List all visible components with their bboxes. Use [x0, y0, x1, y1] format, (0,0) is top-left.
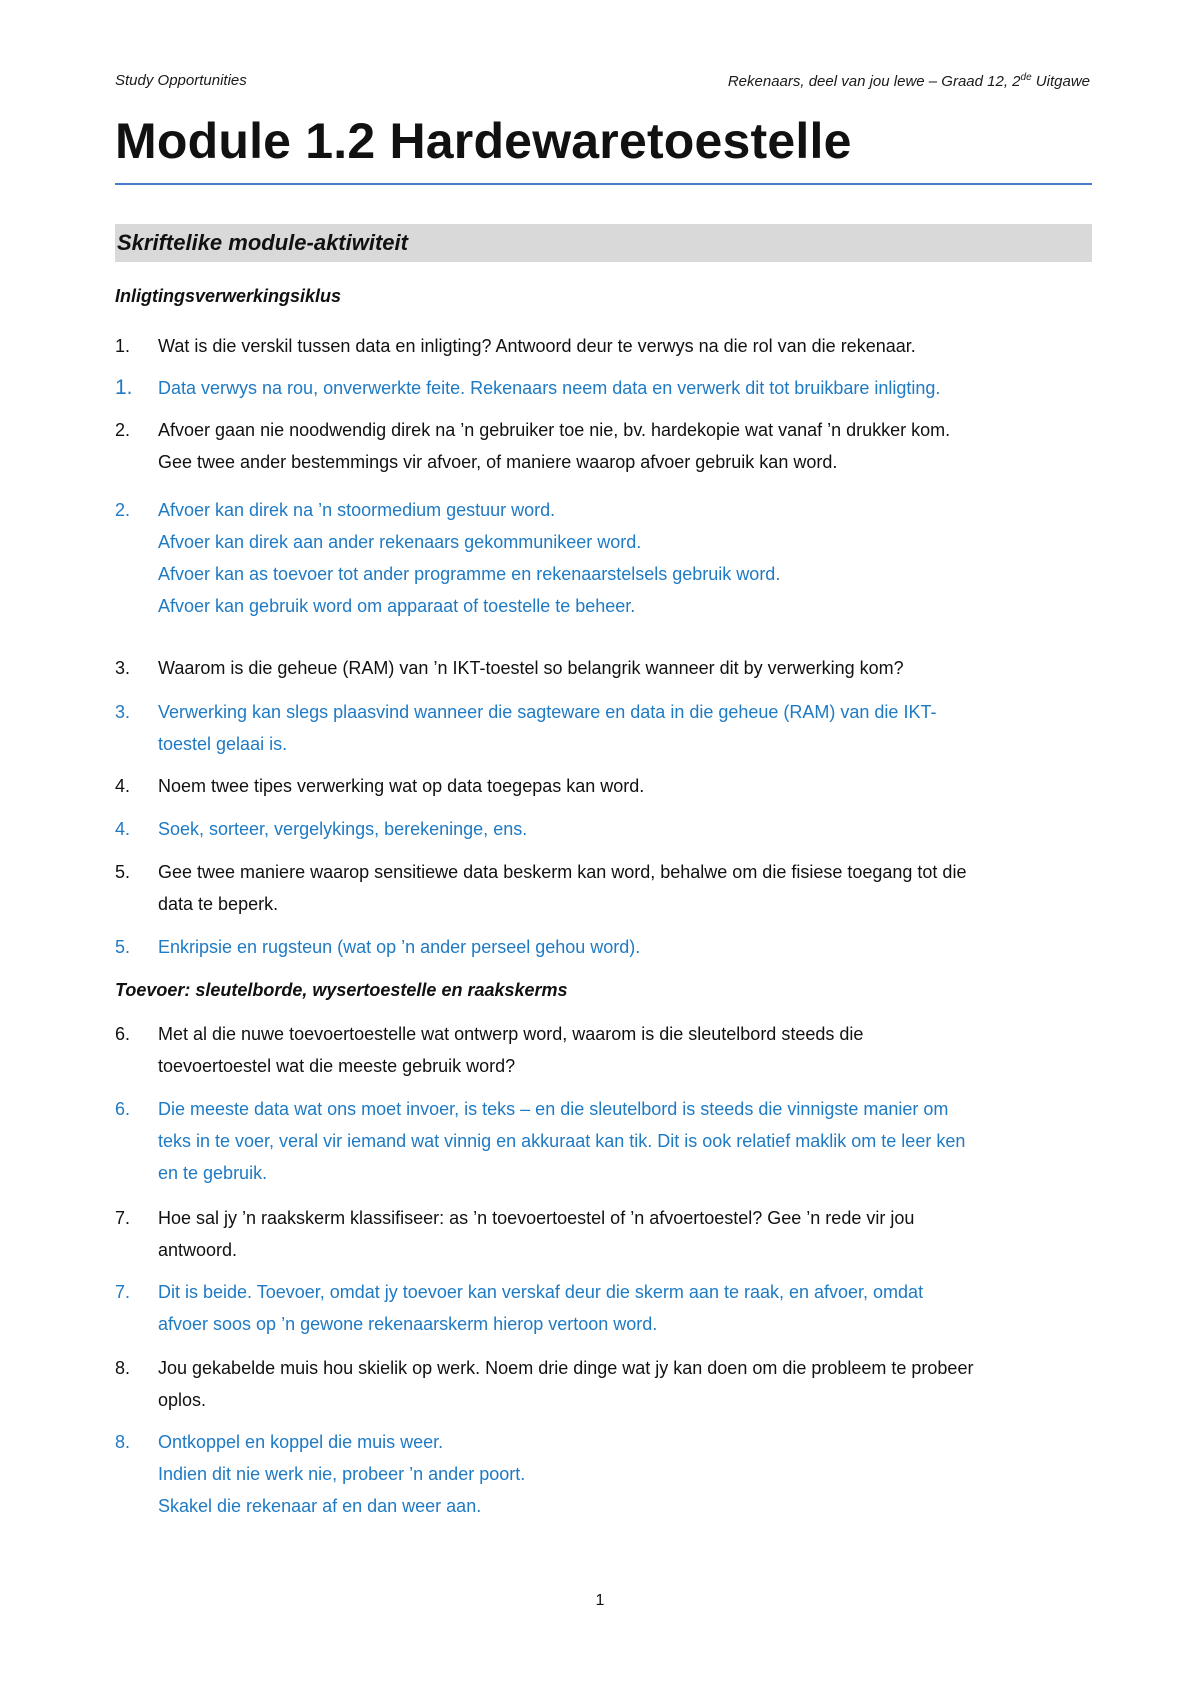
- item-text: [158, 1426, 1095, 1522]
- subheading-input-devices: Toevoer: sleutelborde, wysertoestelle en raakskerms: [115, 980, 568, 1000]
- question-3: [115, 652, 1095, 684]
- page-number: 1: [595, 1592, 605, 1609]
- item-text: [158, 770, 1095, 802]
- item-line: Afvoer kan direk aan ander rekenaars gekommunikeer word.: [158, 532, 642, 552]
- item-text: [158, 652, 1095, 684]
- item-line: en te gebruik.: [158, 1163, 268, 1183]
- item-number: 4.: [115, 819, 131, 839]
- item-line: Afvoer kan as toevoer tot ander programme en rekenaarstelsels gebruik word.: [158, 564, 781, 584]
- item-line: teks in te voer, veral vir iemand wat vinnig en akkuraat kan tik. Dit is ook relatief maklik om te leer ken: [158, 1131, 966, 1151]
- item-line: Soek, sorteer, vergelykings, berekeninge, ens.: [158, 819, 528, 839]
- answer-3: [115, 696, 1095, 760]
- item-number: 8.: [115, 1358, 131, 1378]
- item-line: Gee twee maniere waarop sensitiewe data beskerm kan word, behalwe om die fisiese toegang tot die: [158, 862, 967, 882]
- item-text: [158, 1093, 1095, 1189]
- item-number: 4.: [115, 776, 131, 796]
- item-text: [158, 1018, 1095, 1082]
- question-7: [115, 1202, 1095, 1266]
- item-number: 3.: [115, 658, 131, 678]
- item-line: Afvoer gaan nie noodwendig direk na ’n gebruiker toe nie, bv. hardekopie wat vanaf ’n drukker kom.: [158, 420, 951, 440]
- item-number: 5.: [115, 937, 131, 957]
- item-number: 1.: [115, 336, 131, 356]
- item-text: [158, 372, 1095, 404]
- item-line: Ontkoppel en koppel die muis weer.: [158, 1432, 444, 1452]
- question-6: [115, 1018, 1095, 1082]
- question-2: [115, 414, 1095, 478]
- question-1: [115, 330, 1095, 362]
- item-line: data te beperk.: [158, 894, 279, 914]
- question-4: [115, 770, 1095, 802]
- item-text: [158, 813, 1095, 845]
- item-line: Enkripsie en rugsteun (wat op ’n ander perseel gehou word).: [158, 937, 641, 957]
- item-text: [158, 494, 1095, 622]
- subheading-processing-cycle: Inligtingsverwerkingsiklus: [115, 286, 342, 306]
- answer-5: [115, 931, 1095, 963]
- item-line: Jou gekabelde muis hou skielik op werk. Noem drie dinge wat jy kan doen om die probleem te probeer: [158, 1358, 974, 1378]
- item-line: Gee twee ander bestemmings vir afvoer, of maniere waarop afvoer gebruik kan word.: [158, 452, 838, 472]
- question-8: [115, 1352, 1095, 1416]
- item-line: toevoertoestel wat die meeste gebruik word?: [158, 1056, 516, 1076]
- answer-8: [115, 1426, 1095, 1522]
- item-line: Data verwys na rou, onverwerkte feite. Rekenaars neem data en verwerk dit tot bruikbare inligting.: [158, 378, 941, 398]
- item-line: Verwerking kan slegs plaasvind wanneer die sagteware en data in die geheue (RAM) van die IKT-: [158, 702, 937, 722]
- header-right-sup: de: [1020, 72, 1032, 83]
- item-number: 2.: [115, 420, 131, 440]
- item-line: Hoe sal jy ’n raakskerm klassifiseer: as ’n toevoertoestel of ’n afvoertoestel? Gee ’n rede vir jou: [158, 1208, 915, 1228]
- item-text: [158, 1352, 1095, 1416]
- item-text: [158, 1276, 1095, 1340]
- item-text: [158, 696, 1095, 760]
- header-right-end: Uitgawe: [1031, 73, 1090, 90]
- item-line: Indien dit nie werk nie, probeer ’n ander poort.: [158, 1464, 526, 1484]
- item-number: 6.: [115, 1099, 131, 1119]
- header-right: [728, 72, 1090, 90]
- question-5: [115, 856, 1095, 920]
- title-underline: [115, 183, 1092, 185]
- item-number: 1.: [115, 376, 133, 399]
- item-line: Dit is beide. Toevoer, omdat jy toevoer kan verskaf deur die skerm aan te raak, en afvoer, omdat: [158, 1282, 924, 1302]
- item-number: 2.: [115, 500, 131, 520]
- header-right-text: Rekenaars, deel van jou lewe – Graad 12, 2: [727, 73, 1021, 90]
- answer-6: [115, 1093, 1095, 1189]
- item-line: Met al die nuwe toevoertoestelle wat ontwerp word, waarom is die sleutelbord steeds die: [158, 1024, 864, 1044]
- item-number: 6.: [115, 1024, 131, 1044]
- item-line: Afvoer kan gebruik word om apparaat of toestelle te beheer.: [158, 596, 636, 616]
- item-text: [158, 1202, 1095, 1266]
- item-number: 3.: [115, 702, 131, 722]
- item-line: toestel gelaai is.: [158, 734, 288, 754]
- answer-7: [115, 1276, 1095, 1340]
- header-left: Study Opportunities: [115, 72, 247, 89]
- item-text: [158, 856, 1095, 920]
- item-text: [158, 414, 1095, 478]
- item-line: Wat is die verskil tussen data en inligting? Antwoord deur te verwys na die rol van die rekenaar.: [158, 336, 916, 356]
- item-text: [158, 931, 1095, 963]
- answer-2: [115, 494, 1095, 622]
- item-line: Afvoer kan direk na ’n stoormedium gestuur word.: [158, 500, 556, 520]
- item-number: 7.: [115, 1208, 131, 1228]
- answer-1: [115, 372, 1095, 404]
- page-title: Module 1.2 Hardewaretoestelle: [115, 113, 852, 169]
- item-line: Waarom is die geheue (RAM) van ’n IKT-toestel so belangrik wanneer dit by verwerking kom?: [158, 658, 904, 678]
- answer-4: [115, 813, 1095, 845]
- item-line: Die meeste data wat ons moet invoer, is teks – en die sleutelbord is steeds die vinnigste manier om: [158, 1099, 949, 1119]
- item-number: 8.: [115, 1432, 131, 1452]
- item-number: 7.: [115, 1282, 131, 1302]
- item-line: afvoer soos op ’n gewone rekenaarskerm hierop vertoon word.: [158, 1314, 658, 1334]
- item-number: 5.: [115, 862, 131, 882]
- item-line: oplos.: [158, 1390, 207, 1410]
- item-line: Skakel die rekenaar af en dan weer aan.: [158, 1496, 482, 1516]
- item-line: Noem twee tipes verwerking wat op data toegepas kan word.: [158, 776, 645, 796]
- section-heading: Skriftelike module-aktiwiteit: [117, 230, 408, 255]
- item-text: [158, 330, 1095, 362]
- item-line: antwoord.: [158, 1240, 238, 1260]
